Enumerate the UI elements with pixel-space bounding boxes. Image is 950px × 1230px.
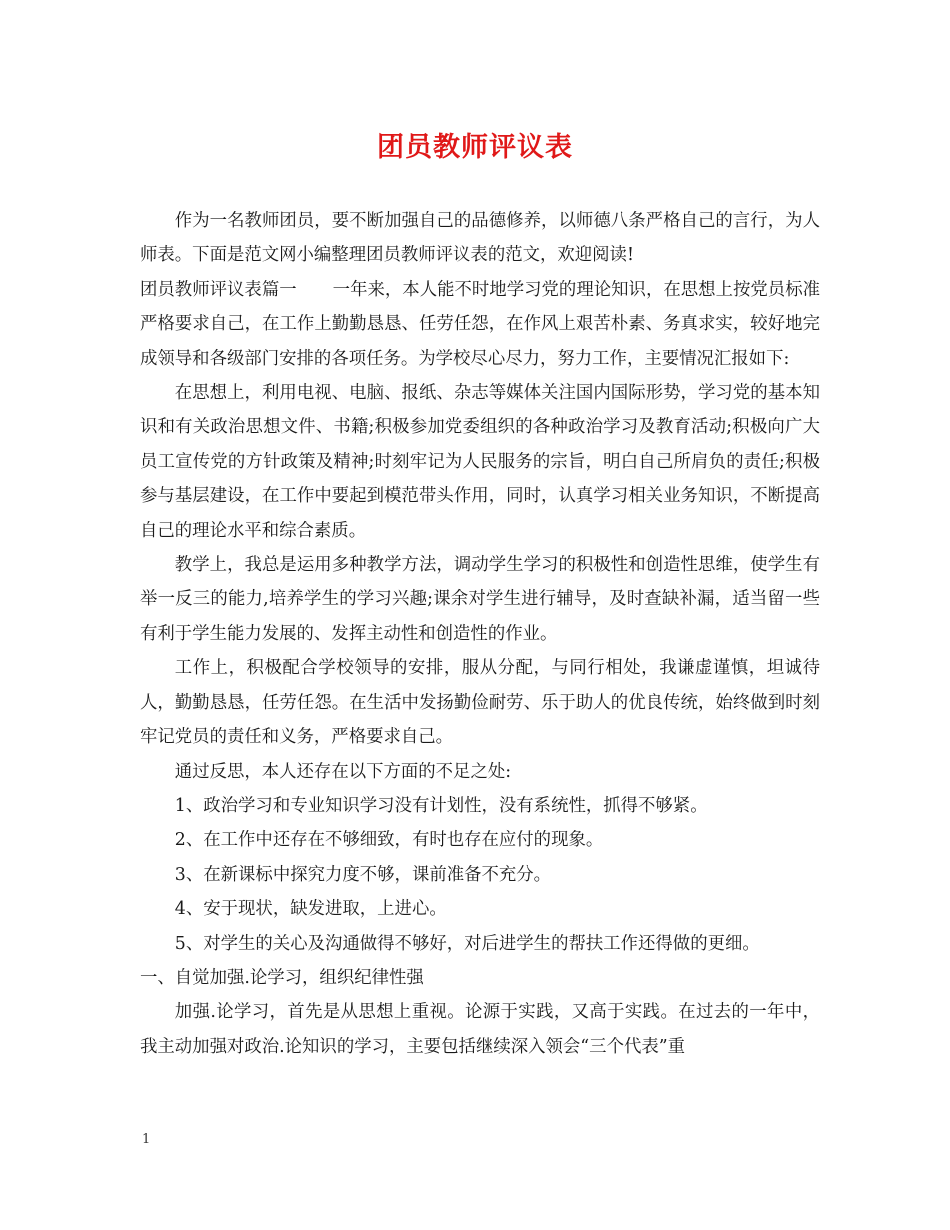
shortcoming-item: 3、在新课标中探究力度不够，课前准备不充分。	[174, 864, 552, 885]
intro-paragraph: 作为一名教师团员，要不断加强自己的品德修养，以师德八条严格自己的言行，为人师表。下面是范文网小编整理团员教师评议表的范文，欢迎阅读!	[140, 211, 820, 266]
shortcoming-item: 4、安于现状，缺发进取，上进心。	[174, 899, 447, 920]
reflection-paragraph: 通过反思，本人还存在以下方面的不足之处:	[174, 761, 512, 782]
shortcoming-item: 2、在工作中还存在不够细致，有时也存在应付的现象。	[174, 830, 604, 851]
shortcoming-item: 5、对学生的关心及沟通做得不够好，对后进学生的帮扶工作还得做的更细。	[174, 933, 760, 954]
shortcoming-item: 1、政治学习和专业知识学习没有计划性，没有系统性，抓得不够紧。	[174, 795, 708, 816]
section-one-label: 团员教师评议表篇一	[140, 279, 297, 300]
document-title: 团员教师评议表	[377, 132, 573, 163]
section-one-paragraph	[140, 273, 820, 376]
thought-paragraph: 在思想上，利用电视、电脑、报纸、杂志等媒体关注国内国际形势，学习党的基本知识和有关政治思想文件、书籍;积极参加党委组织的各种政治学习及教育活动;积极向广大员工宣传党的方针政策及精神;时刻牢记为人民服务的宗旨，明白自己所肩负的责任;积极参与基层建设，在工作中要起到模范带头作用，同时，认真学习相关业务知识，不断提高自己的理论水平和综合素质。	[140, 383, 820, 541]
section-heading: 一、自觉加强.论学习，组织纪律性强	[140, 967, 424, 988]
work-paragraph: 工作上，积极配合学校领导的安排，服从分配，与同行相处，我谦虚谨慎，坦诚待人，勤勤恳恳，任劳任怨。在生活中发扬勤俭耐劳、乐于助人的优良传统，始终做到时刻牢记党员的责任和义务，严格要求自己。	[140, 658, 820, 748]
page-number: 1	[142, 1132, 151, 1147]
teaching-paragraph: 教学上，我总是运用多种教学方法，调动学生学习的积极性和创造性思维，使学生有举一反三的能力,培养学生的学习兴趣;课余对学生进行辅导，及时查缺补漏，适当留一些有利于学生能力发展的、发挥主动性和创造性的作业。	[140, 555, 820, 644]
study-paragraph: 加强.论学习，首先是从思想上重视。论源于实践，又高于实践。在过去的一年中，我主动加强对政治.论知识的学习，主要包括继续深入领会“三个代表”重	[140, 1002, 820, 1057]
section-one-text: 一年来，本人能不时地学习党的理论知识，在思想上按党员标准严格要求自己，在工作上勤勤恳恳、任劳任怨，在作风上艰苦朴素、务真求实，较好地完成领导和各级部门安排的各项任务。为学校尽心尽力，努力工作，主要情况汇报如下:	[140, 279, 820, 369]
document-body	[140, 204, 820, 1064]
